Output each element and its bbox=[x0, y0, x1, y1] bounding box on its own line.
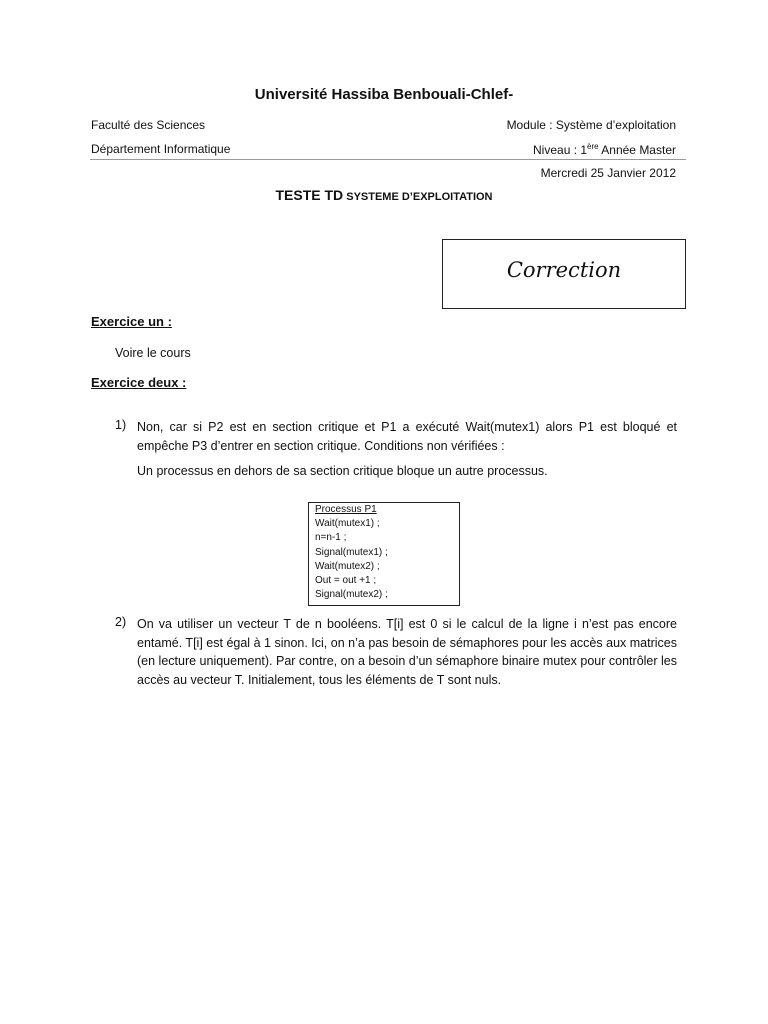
test-title-sub: SYSTEME D’EXPLOITATION bbox=[343, 191, 493, 203]
code-line: n=n-1 ; bbox=[315, 532, 347, 544]
item2-number: 2) bbox=[115, 615, 127, 629]
university-name: Université Hassiba Benbouali-Chlef- bbox=[254, 86, 514, 103]
exercise1-text: Voire le cours bbox=[115, 346, 191, 360]
exam-date: Mercredi 25 Janvier 2012 bbox=[540, 166, 676, 180]
item2-text: On va utiliser un vecteur T de n booléens. T[i] est 0 si le calcul de la ligne i n’est pas encore entamé. T[i] est égal à 1 sinon. Ici, on n’a pas besoin de sémaphores pour les accès aux matrices (en lecture uniquement). Par contre, on a besoin d’un sémaphore binaire mutex pour contrôler les accès au vecteur T. Initialement, tous les éléments de T sont nuls. bbox=[137, 617, 677, 687]
code-line: Out = out +1 ; bbox=[315, 575, 377, 587]
correction-box bbox=[442, 239, 686, 309]
correction-label: Correction bbox=[506, 258, 622, 282]
level-suffix: Année Master bbox=[598, 143, 676, 157]
test-title-main: TESTE TD bbox=[275, 187, 344, 203]
faculty-name: Faculté des Sciences bbox=[91, 118, 206, 132]
header-divider bbox=[90, 159, 686, 160]
code-line: Signal(mutex1) ; bbox=[315, 546, 388, 558]
level-prefix: Niveau : 1 bbox=[533, 143, 588, 157]
level-sup: ère bbox=[587, 142, 599, 151]
level-info bbox=[533, 142, 676, 157]
item1-number: 1) bbox=[115, 418, 127, 432]
code-title: Processus P1 bbox=[315, 504, 377, 515]
code-line: Wait(mutex2) ; bbox=[315, 560, 380, 572]
item1-text: Non, car si P2 est en section critique et P1 a exécuté Wait(mutex1) alors P1 est bloqué et empêche P3 d’entrer en section critique. Conditions non vérifiées : bbox=[137, 420, 677, 453]
module-name: Module : Système d’exploitation bbox=[506, 118, 676, 132]
code-box-processus-p1 bbox=[308, 502, 460, 606]
department-name: Département Informatique bbox=[91, 142, 231, 156]
exercise2-title: Exercice deux : bbox=[91, 375, 187, 390]
item1-note: Un processus en dehors de sa section critique bloque un autre processus. bbox=[137, 464, 548, 478]
exercise1-title: Exercice un : bbox=[91, 314, 172, 329]
test-title bbox=[0, 187, 768, 205]
code-line: Signal(mutex2) ; bbox=[315, 589, 388, 601]
code-line: Wait(mutex1) ; bbox=[315, 518, 380, 530]
